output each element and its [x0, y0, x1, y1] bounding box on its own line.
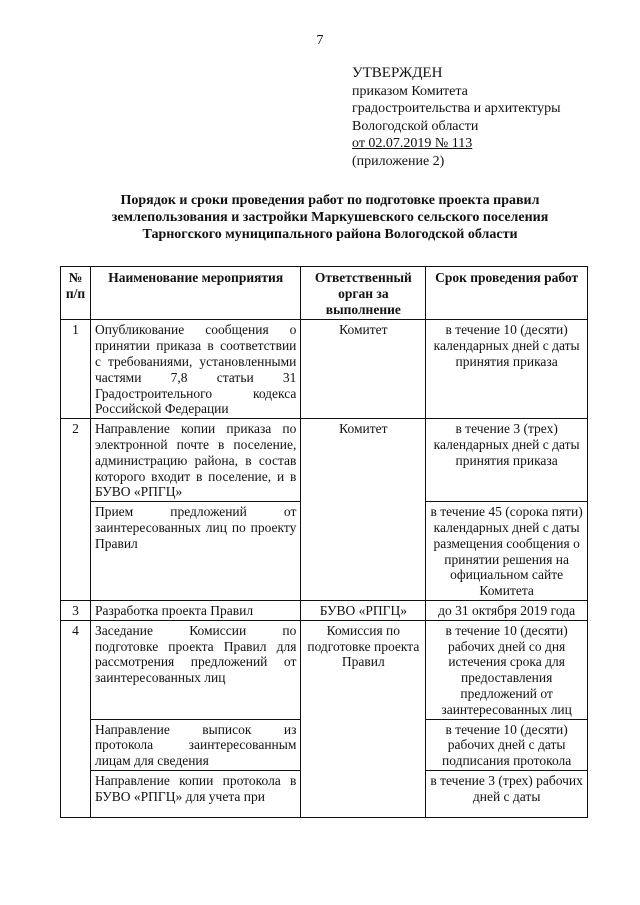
row-term: до 31 октября 2019 года	[426, 600, 588, 620]
row-num: 1	[61, 320, 91, 419]
header-responsible: Ответственный орган за выполнение	[301, 267, 426, 320]
approval-line: приказом Комитета	[352, 83, 468, 99]
document-title-line: Порядок и сроки проведения работ по подготовке проекта правил	[120, 193, 540, 208]
document-title-line: Тарногского муниципального района Вологодской области	[142, 227, 518, 242]
approval-date-number: от 02.07.2019 № 113	[352, 136, 473, 151]
row-responsible: Комитет	[301, 320, 426, 419]
approval-block	[352, 65, 561, 170]
row-name	[90, 770, 300, 817]
page-number: 7	[316, 33, 324, 48]
row-num: 2	[61, 419, 91, 601]
row-term: в течение 10 (десяти) рабочих дней с даты подписания протокола	[426, 719, 588, 770]
header-term: Срок проведения работ	[426, 267, 588, 320]
header-name: Наименование мероприятия	[90, 267, 300, 320]
row-name: Опубликование сообщения о принятии приказа в соответствии с требованиями, установленными частями 7,8 статьи 31 Градостроительного кодекса Российской Федерации	[90, 320, 300, 419]
approval-title: УТВЕРЖДЕН	[352, 65, 443, 81]
row-term-text: в течение 3 (трех) рабочих дней с даты	[430, 772, 583, 804]
table-row	[61, 320, 588, 419]
row-name: Прием предложений от заинтересованных лиц по проекту Правил	[90, 502, 300, 601]
row-term: в течение 10 (десяти) календарных дней с даты принятия приказа	[426, 320, 588, 419]
schedule-table	[60, 266, 588, 818]
row-name: Заседание Комиссии по подготовке проекта Правил для рассмотрения предложений от заинтересованных лиц	[90, 620, 300, 719]
table-header-row	[61, 267, 588, 320]
row-term	[426, 770, 588, 817]
row-responsible: Комиссия по подготовке проекта Правил	[301, 620, 426, 817]
row-responsible: Комитет	[301, 419, 426, 601]
row-term: в течение 10 (десяти) рабочих дней со дня истечения срока для предоставления предложений от заинтересованных лиц	[426, 620, 588, 719]
approval-line: Вологодской области	[352, 118, 479, 134]
row-name: Направление копии приказа по электронной почте в поселение, администрацию района, в состав которого входит в поселение, и в БУВО «РПГЦ»	[90, 419, 300, 502]
row-term: в течение 3 (трех) календарных дней с даты принятия приказа	[426, 419, 588, 502]
row-name: Направление выписок из протокола заинтересованным лицам для сведения	[90, 719, 300, 770]
document-title-line: землепользования и застройки Маркушевского сельского поселения	[111, 210, 549, 225]
row-name-text: Направление копии протокола в БУВО «РПГЦ» для учета при	[94, 772, 297, 804]
table-row	[61, 419, 588, 502]
row-name: Разработка проекта Правил	[90, 600, 300, 620]
row-term: в течение 45 (сорока пяти) календарных дней с даты размещения сообщения о принятии решения на официальном сайте Комитета	[426, 502, 588, 601]
approval-line: градостроительства и архитектуры	[352, 101, 561, 116]
row-responsible: БУВО «РПГЦ»	[301, 600, 426, 620]
row-num: 4	[61, 620, 91, 817]
approval-appendix: (приложение 2)	[352, 153, 445, 169]
document-title	[70, 192, 590, 243]
header-num: № п/п	[61, 267, 91, 320]
table-row	[61, 600, 588, 620]
table-row	[61, 620, 588, 719]
row-num: 3	[61, 600, 91, 620]
